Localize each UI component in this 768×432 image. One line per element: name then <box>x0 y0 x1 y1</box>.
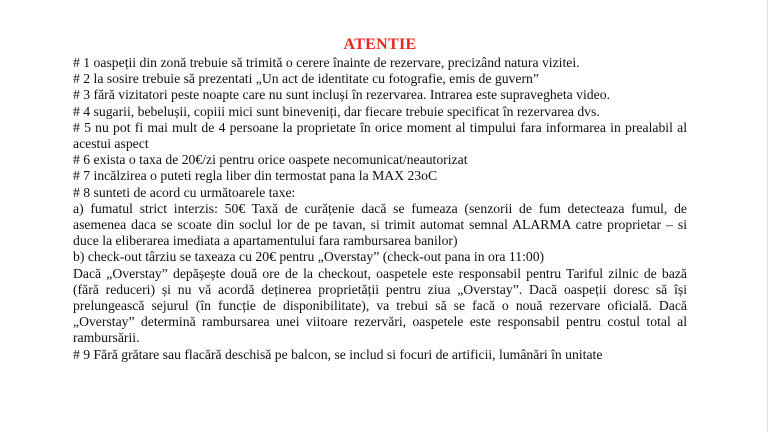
rule-8b-late-checkout-fee: b) check-out târziu se taxeaza cu 20€ pentru „Overstay” (check-out pana in ora 11:00) <box>73 249 545 265</box>
rule-6: # 6 exista o taxa de 20€/zi pentru orice oaspete necomunicat/neautorizat <box>73 152 468 168</box>
rule-7: # 7 incălzirea o puteti regla liber din termostat pana la MAX 23oC <box>73 168 438 184</box>
rule-8a-smoking-fee: a) fumatul strict interzis: 50€ Taxă de curățenie dacă se fumeaza (senzorii de fum detecteaza fumul, de asemenea daca se scoate din soclul lor de pe tavan, si trimit automat semnal ALARMA catre proprietar – si duce la eliberarea imediata a apartamentului fara rambursarea banilor) <box>73 200 687 249</box>
rule-8: # 8 sunteti de acord cu următoarele taxe: <box>73 184 296 200</box>
rule-4: # 4 sugarii, bebelușii, copiii mici sunt bineveniți, dar fiecare trebuie specificat în rezervarea dvs. <box>73 103 600 119</box>
rule-1: # 1 oaspeții din zonă trebuie să trimită o cerere înainte de rezervare, precizând natura vizitei. <box>73 55 580 70</box>
document-body <box>73 35 687 363</box>
rule-2: # 2 la sosire trebuie să prezentati „Un act de identitate cu fotografie, emis de guvern” <box>73 71 539 87</box>
document-title: ATENTIE <box>343 36 417 53</box>
rule-5: # 5 nu pot fi mai mult de 4 persoane la proprietate în orice moment al timpului fara informarea in prealabil al acestui aspect <box>73 119 687 152</box>
rule-3: # 3 fără vizitatori peste noapte care nu sunt incluși în rezervarea. Intrarea este supravegheta video. <box>73 87 610 103</box>
rule-9: # 9 Fără grătare sau flacără deschisă pe balcon, se includ si focuri de artificii, lumânări în unitate <box>73 346 603 362</box>
overstay-paragraph: Dacă „Overstay” depășește două ore de la checkout, oaspetele este responsabil pentru Tariful zilnic de bază (fără reduceri) și nu vă acordă deținerea proprietății pentru ziua „Overstay”. Dacă oaspeții doresc să își prelungească sejurul (în funcție de disponibilitate), va trebui să se facă o nouă rezervare oficială. Dacă „Overstay” determină rambursarea unei viitoare rezervări, oaspetele este responsabil pentru costul total al rambursării. <box>73 265 687 346</box>
